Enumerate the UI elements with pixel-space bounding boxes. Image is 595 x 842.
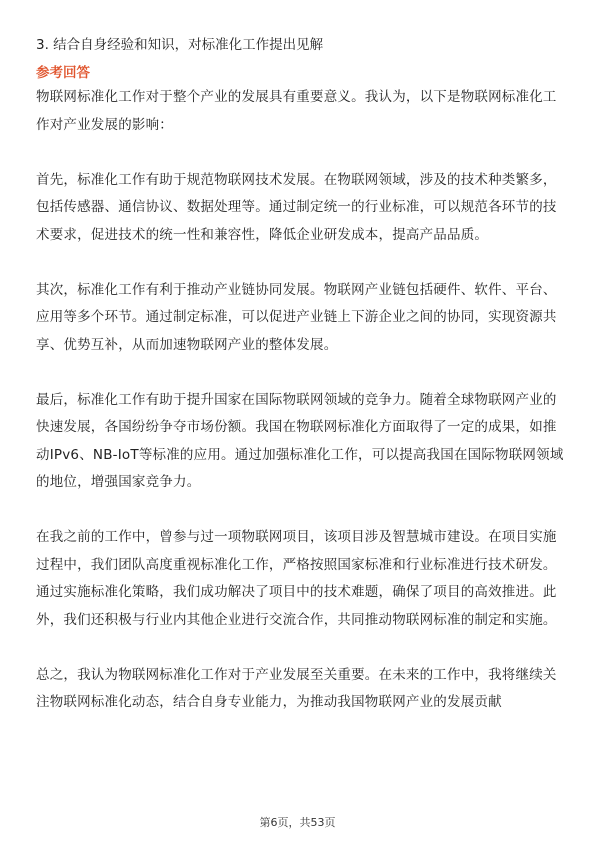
question-heading: 3. 结合自身经验和知识，对标准化工作提出见解 bbox=[36, 37, 324, 53]
answer-label: 参考回答 bbox=[36, 65, 90, 81]
paragraph-second-point: 其次，标准化工作有利于推动产业链协同发展。物联网产业链包括硬件、软件、平台、应用等多个环节。通过制定标准，可以促进产业链上下游企业之间的协同，实现资源共享、优势互补，从而加速物联网产业的整体发展。 bbox=[36, 281, 557, 353]
paragraph-conclusion: 总之，我认为物联网标准化工作对于产业发展至关重要。在未来的工作中，我将继续关注物联网标准化动态，结合自身专业能力，为推动我国物联网产业的发展贡献 bbox=[36, 666, 557, 710]
paragraph-third-point: 最后，标准化工作有助于提升国家在国际物联网领域的竞争力。随着全球物联网产业的快速发展，各国纷纷争夺市场份额。我国在物联网标准化方面取得了一定的成果，如推动IPv6、NB-IoT等标准的应用。通过加强标准化工作，可以提高我国在国际物联网领域的地位，增强国家竞争力。 bbox=[36, 391, 564, 490]
document-body bbox=[36, 34, 564, 744]
page-number-footer: 第6页，共53页 bbox=[259, 816, 336, 829]
paragraph-first-point: 首先，标准化工作有助于规范物联网技术发展。在物联网领域，涉及的技术种类繁多，包括传感器、通信协议、数据处理等。通过制定统一的行业标准，可以规范各环节的技术要求，促进技术的统一性和兼容性，降低企业研发成本，提高产品品质。 bbox=[36, 171, 557, 243]
paragraph-experience: 在我之前的工作中，曾参与过一项物联网项目，该项目涉及智慧城市建设。在项目实施过程中，我们团队高度重视标准化工作，严格按照国家标准和行业标准进行技术研发。通过实施标准化策略，我们成功解决了项目中的技术难题，确保了项目的高效推进。此外，我们还积极与行业内其他企业进行交流合作，共同推动物联网标准的制定和实施。 bbox=[36, 529, 557, 628]
paragraph-intro: 物联网标准化工作对于整个产业的发展具有重要意义。我认为，以下是物联网标准化工作对产业发展的影响： bbox=[36, 89, 557, 133]
